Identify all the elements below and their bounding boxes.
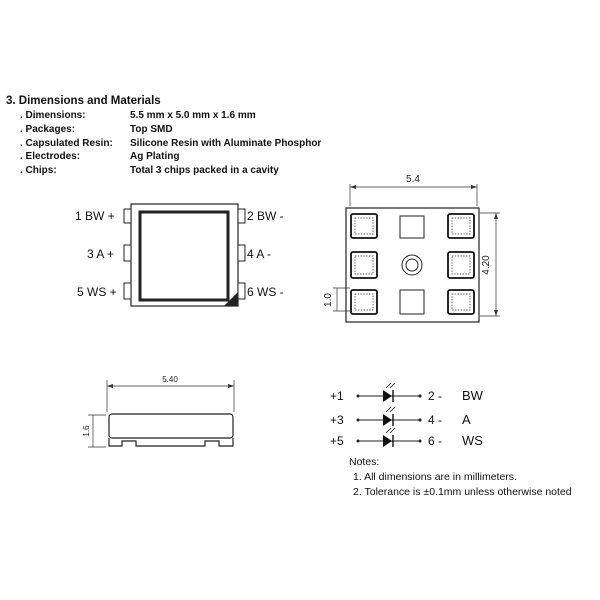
cathode-label: 4 - [428, 413, 443, 427]
bottom-height-dim: 4.20 [481, 255, 492, 275]
cathode-label: 6 - [428, 434, 443, 448]
note-item: 2. Tolerance is ±0.1mm unless otherwise noted [353, 486, 572, 498]
spec-key: . Packages: [20, 123, 76, 135]
diode-icon [383, 414, 392, 426]
spec-value: Top SMD [130, 123, 173, 135]
cathode-label: 2 - [428, 389, 443, 403]
anode-label: +1 [330, 389, 344, 403]
diode-icon [383, 390, 392, 402]
schematic-row-ws [330, 428, 483, 448]
top-view-package [124, 204, 245, 306]
spec-value: Silicone Resin with Aluminate Phosphor [130, 137, 322, 149]
spec-value: 5.5 mm x 5.0 mm x 1.6 mm [130, 110, 256, 121]
pin-label-6: 6 WS - [247, 285, 284, 299]
diode-icon [383, 435, 392, 447]
bottom-view-footprint [333, 184, 500, 322]
pin-label-2: 2 BW - [247, 209, 284, 223]
spec-key: . Capsulated Resin: [20, 137, 113, 149]
pin-label-4: 4 A - [247, 247, 272, 261]
channel-label: WS [462, 433, 483, 448]
notes-title: Notes: [349, 456, 380, 468]
pin-label-5: 5 WS + [77, 285, 117, 299]
spec-key: . Chips: [20, 165, 57, 177]
note-item: 1. All dimensions are in millimeters. [353, 471, 517, 483]
spec-value: Total 3 chips packed in a cavity [130, 165, 279, 177]
bottom-width-dim: 5.4 [406, 174, 420, 185]
pin-label-1: 1 BW + [75, 209, 115, 223]
notes-block [349, 455, 572, 500]
side-height-dim: 1.6 [82, 425, 91, 437]
spec-value: Ag Plating [130, 151, 180, 163]
led-schematic [330, 383, 484, 448]
schematic-row-a [330, 407, 471, 427]
anode-label: +5 [330, 434, 344, 448]
pad-dim: 1.0 [323, 293, 334, 307]
side-width-dim: 5.40 [162, 375, 178, 384]
channel-label: BW [462, 388, 483, 403]
side-view-package [88, 380, 234, 447]
anode-label: +3 [330, 413, 344, 427]
pin-label-3: 3 A + [87, 247, 115, 261]
spec-key: . Dimensions: [20, 110, 86, 121]
channel-label: A [462, 412, 471, 427]
spec-key: . Electrodes: [20, 151, 81, 163]
schematic-row-bw [330, 383, 484, 403]
section-title: 3. Dimensions and Materials [6, 95, 161, 107]
